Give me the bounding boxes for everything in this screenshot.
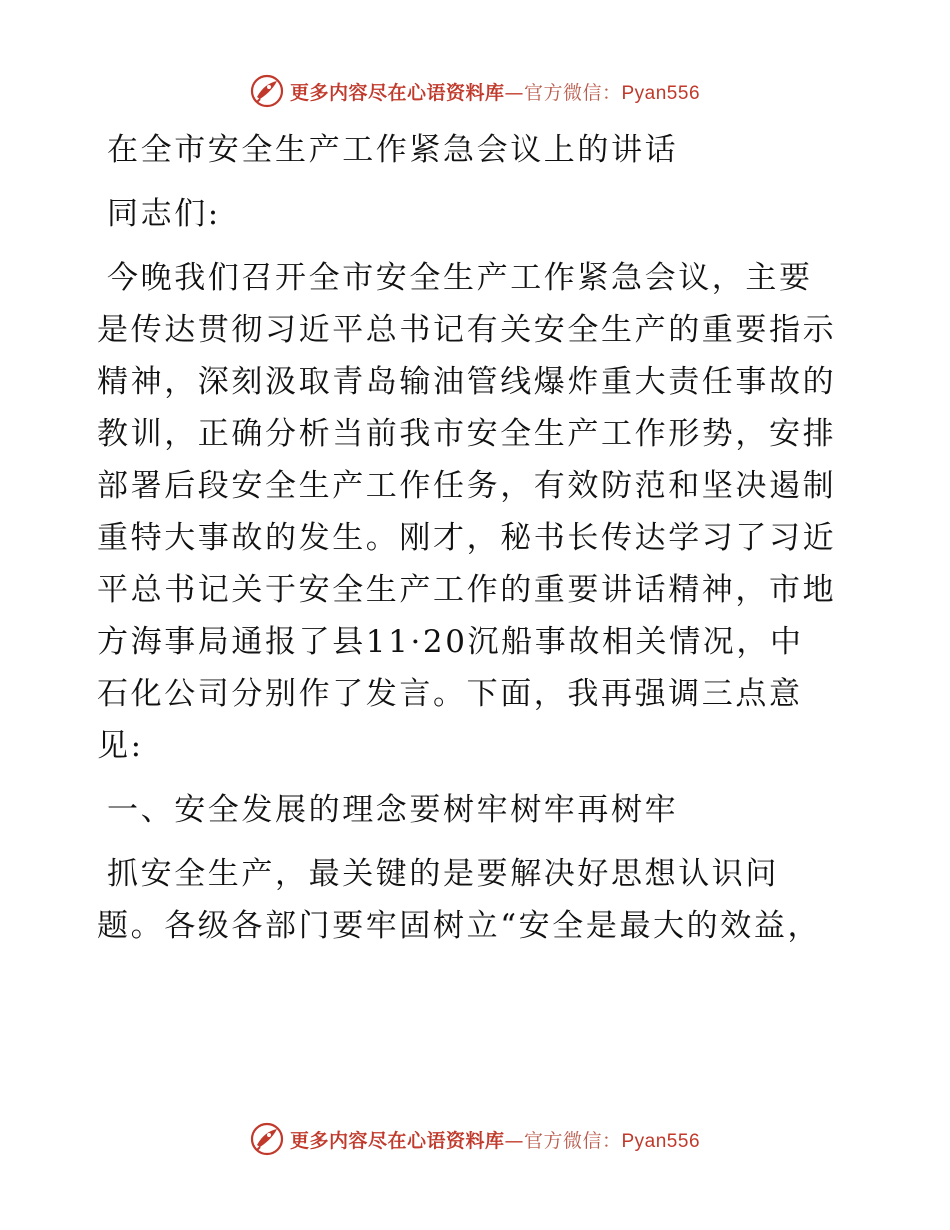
watermark-brand: 更多内容尽在心语资料库 [289, 81, 505, 104]
paragraph-line: 教训，正确分析当前我市安全生产工作形势，安排 [97, 416, 837, 452]
paragraph-1 [97, 252, 857, 772]
paragraph-line: 抓安全生产，最关键的是要解决好思想认识问 [107, 856, 779, 892]
watermark-brand: 更多内容尽在心语资料库 [289, 1129, 505, 1152]
salutation: 同志们: [107, 196, 221, 232]
pen-nib-logo-icon [250, 1122, 284, 1156]
paragraph-line: 精神，深刻汲取青岛输油管线爆炸重大责任事故的 [97, 364, 837, 400]
watermark-account: Pyan556 [621, 1130, 701, 1152]
watermark-official-label: 官方微信： [523, 1129, 622, 1152]
paragraph-2 [97, 848, 857, 952]
watermark-dash: — [504, 1129, 524, 1152]
paragraph-line: 今晚我们召开全市安全生产工作紧急会议，主要 [107, 260, 813, 296]
watermark-official-label: 官方微信： [523, 81, 622, 104]
header-watermark [0, 71, 950, 111]
paragraph-line: 方海事局通报了县11·20沉船事故相关情况，中 [97, 624, 804, 660]
section-1-heading: 一、安全发展的理念要树牢树牢再树牢 [107, 792, 679, 828]
paragraph-line: 是传达贯彻习近平总书记有关安全生产的重要指示 [97, 312, 837, 348]
paragraph-line: 部署后段安全生产工作任务，有效防范和坚决遏制 [97, 468, 837, 504]
watermark-text [290, 1126, 700, 1153]
paragraph-line: 平总书记关于安全生产工作的重要讲话精神，市地 [97, 572, 837, 608]
paragraph-line: 题。各级各部门要牢固树立“安全是最大的效益， [97, 908, 822, 944]
watermark-dash: — [504, 81, 524, 104]
watermark-account: Pyan556 [621, 82, 701, 104]
pen-nib-logo-icon [250, 74, 284, 108]
paragraph-line: 重特大事故的发生。刚才，秘书长传达学习了习近 [97, 520, 837, 556]
paragraph-line: 石化公司分别作了发言。下面，我再强调三点意 [97, 676, 803, 712]
document-title: 在全市安全生产工作紧急会议上的讲话 [107, 132, 679, 168]
document-body [97, 124, 857, 952]
paragraph-line: 见: [97, 728, 144, 764]
footer-watermark [0, 1119, 950, 1159]
watermark-text [290, 78, 700, 105]
